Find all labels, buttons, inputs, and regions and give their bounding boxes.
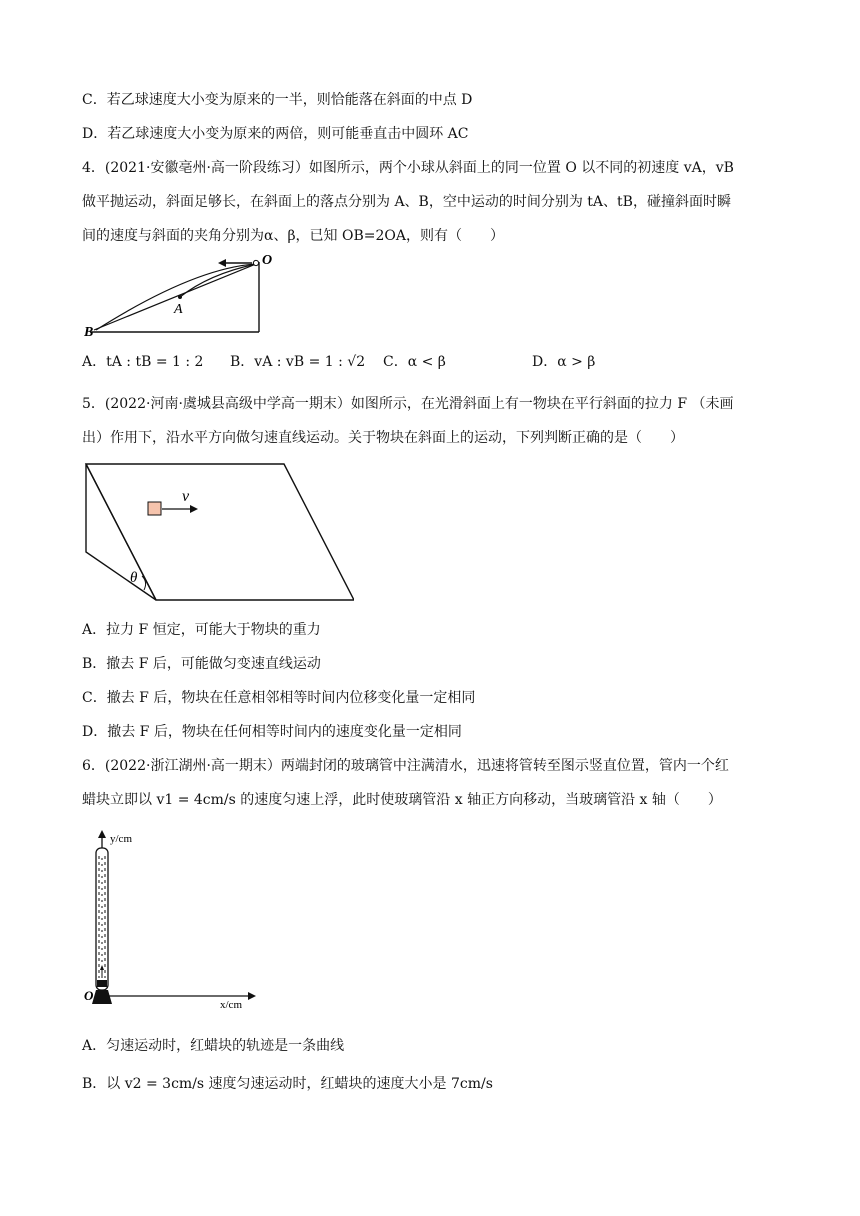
q4-point-a: [178, 295, 182, 299]
q6-stem-line2: 蜡块立即以 v1 = 4cm/s 的速度匀速上浮，此时使玻璃管沿 x 轴正方向移动，当玻璃管沿 x 轴（ ）: [82, 792, 722, 808]
q6-label-y: y/cm: [110, 833, 132, 845]
q6-tube-base: [92, 990, 112, 1004]
q5-option-c: C．撤去 F 后，物块在任意相邻相等时间内位移变化量一定相同: [82, 690, 476, 706]
q4-option-d: D．α > β: [532, 354, 596, 370]
q5-block: [148, 502, 161, 515]
q6-option-b: B．以 v2 = 3cm/s 速度匀速运动时，红蜡块的速度大小是 7cm/s: [82, 1076, 493, 1092]
q5-arrowhead: [190, 505, 198, 513]
q6-tube-figure: [80, 828, 260, 1024]
q4-stem-line2: 做平抛运动，斜面足够长，在斜面上的落点分别为 A、B，空中运动的时间分别为 tA、tB，碰撞斜面时瞬: [82, 194, 731, 210]
q5-side-face: [86, 464, 156, 600]
q6-wax-block: [97, 980, 107, 987]
q4-incline-figure: [84, 250, 284, 340]
q4-stem-line3: 间的速度与斜面的夹角分别为α、β，已知 OB=2OA，则有（ ）: [82, 228, 504, 244]
q6-label-x: x/cm: [220, 999, 242, 1011]
q4-stem-line1: 4．(2021·安徽亳州·高一阶段练习）如图所示，两个小球从斜面上的同一位置 O 以不同的初速度 vA，vB: [82, 160, 734, 176]
q5-option-a: A．拉力 F 恒定，可能大于物块的重力: [82, 622, 321, 638]
q4-label-b: B: [84, 325, 94, 340]
q5-label-v: v: [182, 488, 190, 505]
q5-stem-line1: 5．(2022·河南·虞城县高级中学高一期末）如图所示，在光滑斜面上有一物块在平行斜面的拉力 F （未画: [82, 396, 734, 412]
q4-label-o: O: [262, 253, 273, 268]
q6-option-a: A．匀速运动时，红蜡块的轨迹是一条曲线: [82, 1038, 345, 1054]
q4-slope: [94, 264, 256, 330]
q4-point-o: [253, 260, 258, 265]
q5-stem-line2: 出）作用下，沿水平方向做匀速直线运动。关于物块在斜面上的运动，下列判断正确的是（ ）: [82, 430, 684, 446]
q3-option-c: C．若乙球速度大小变为原来的一半，则恰能落在斜面的中点 D: [82, 92, 473, 108]
q6-y-arrowhead: [98, 830, 106, 838]
q6-stem-line1: 6．(2022·浙江湖州·高一期末）两端封闭的玻璃管中注满清水，迅速将管转至图示竖直位置，管内一个红: [82, 758, 729, 774]
q6-x-arrowhead: [248, 992, 256, 1000]
q3-option-d: D．若乙球速度大小变为原来的两倍，则可能垂直击中圆环 AC: [82, 126, 469, 142]
q4-option-a: A．tA : tB = 1 : 2: [82, 354, 204, 370]
q6-label-o: O: [84, 988, 94, 1003]
q5-option-d: D．撤去 F 后，物块在任何相等时间内的速度变化量一定相同: [82, 724, 462, 740]
q5-incline-figure: [84, 462, 354, 608]
q4-label-a: A: [174, 302, 183, 317]
q5-label-theta: θ: [130, 570, 138, 586]
q4-arrowhead: [218, 259, 226, 267]
q5-option-b: B．撤去 F 后，可能做匀变速直线运动: [82, 656, 321, 672]
q4-option-b: B．vA : vB = 1 : √2: [230, 354, 366, 370]
q4-option-c: C．α < β: [383, 354, 446, 370]
